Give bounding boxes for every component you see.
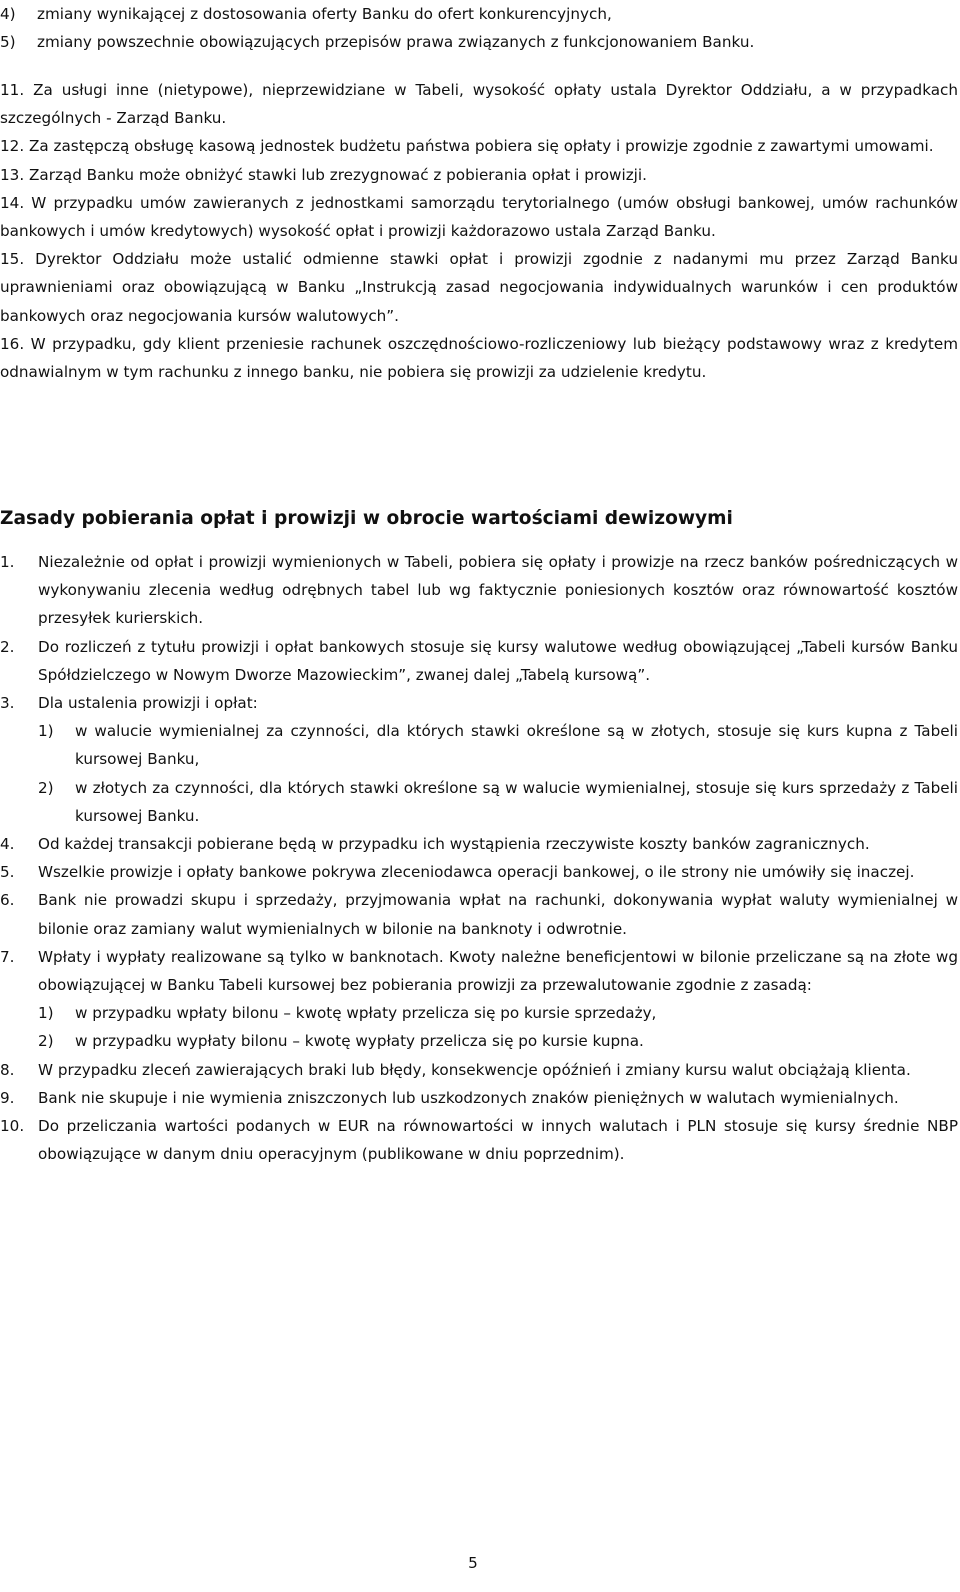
list-item-text: zmiany powszechnie obowiązujących przepisów prawa związanych z funkcjonowaniem Banku.: [37, 33, 755, 52]
list-item-text: Bank nie prowadzi skupu i sprzedaży, przyjmowania wpłat na rachunki, dokonywania wypłat waluty wymienialnej w bilonie oraz zamiany walut wymienialnych w bilonie na banknoty i odwrotnie.: [38, 891, 958, 938]
list-item: [0, 0, 958, 28]
sub-list-item: [38, 999, 958, 1027]
list-item-number: 11.: [0, 81, 25, 99]
list-item-text: W przypadku zleceń zawierających braki lub błędy, konsekwencje opóźnień i zmiany kursu walut obciążają klienta.: [38, 1060, 911, 1079]
sub-list-item-text: w przypadku wypłaty bilonu – kwotę wypłaty przelicza się po kursie kupna.: [75, 1032, 644, 1051]
list-item: [0, 132, 958, 160]
list-item-number: 7.: [0, 947, 15, 966]
sub-list-item-number: 1): [38, 722, 54, 741]
list-item-number: 5): [0, 33, 16, 52]
list-item-text: Do przeliczania wartości podanych w EUR na równowartości w innych walutach i PLN stosuje się kursy średnie NBP obowiązujące w danym dniu operacyjnym (publikowane w dniu poprzednim).: [38, 1117, 958, 1164]
list-item: [0, 1112, 958, 1168]
sub-list-item: [38, 1027, 958, 1055]
list-item: [0, 1084, 958, 1112]
list-item-text: Wpłaty i wypłaty realizowane są tylko w banknotach. Kwoty należne beneficjentowi w bilonie przeliczane są na złote wg obowiązującej w Banku Tabeli kursowej bez pobierania prowizji za przewalutowanie zgodnie z zasadą:: [38, 947, 958, 995]
list-item: [0, 943, 958, 999]
list-item-number: 5.: [0, 863, 15, 882]
list-item-number: 2.: [0, 637, 15, 656]
list-item-text: Za zastępczą obsługę kasową jednostek budżetu państwa pobiera się opłaty i prowizje zgodnie z zawartymi umowami.: [28, 137, 934, 156]
list-item: [0, 1056, 958, 1084]
list-item: [0, 633, 958, 689]
sub-list-item: [38, 717, 958, 773]
list-item: [0, 161, 958, 189]
list-item-number: 8.: [0, 1060, 15, 1079]
list-item-number: 4): [0, 5, 16, 23]
list-item-text: Zarząd Banku może obniżyć stawki lub zrezygnować z pobierania opłat i prowizji.: [28, 165, 647, 184]
list-item-text: Do rozliczeń z tytułu prowizji i opłat bankowych stosuje się kursy walutowe według obowiązującej „Tabeli kursów Banku Spółdzielczego w Nowym Dworze Mazowieckim”, zwanej dalej „Tabelą kursową”.: [38, 637, 958, 684]
list-item-text: Dla ustalenia prowizji i opłat:: [38, 694, 258, 713]
list-item: [0, 330, 958, 386]
list-item: [0, 245, 958, 330]
list-item-number: 16.: [0, 334, 25, 353]
list-item: [0, 886, 958, 942]
sub-list-item-number: 1): [38, 1004, 54, 1023]
list-item-number: 14.: [0, 193, 25, 212]
list-item-number: 15.: [0, 250, 25, 269]
list-item-text: W przypadku, gdy klient przeniesie rachunek oszczędnościowo-rozliczeniowy lub bieżący podstawowy wraz z kredytem odnawialnym w tym rachunku z innego banku, nie pobiera się prowizji za udzielenie kredytu.: [0, 334, 958, 382]
page-number: 5: [468, 1554, 478, 1572]
list-item-number: 10.: [0, 1117, 25, 1136]
list-item-text: zmiany wynikającej z dostosowania oferty Banku do ofert konkurencyjnych,: [37, 5, 612, 23]
sub-list-item-text: w przypadku wpłaty bilonu – kwotę wpłaty przelicza się po kursie sprzedaży,: [75, 1004, 657, 1023]
list-item-text: Niezależnie od opłat i prowizji wymienionych w Tabeli, pobiera się opłaty i prowizje na rzecz banków pośredniczących w wykonywaniu zlecenia według odrębnych tabel lub wg faktycznie poniesionych kosztów oraz równowartość kosztów przesyłek kurierskich.: [38, 553, 958, 628]
sub-list-item-number: 2): [38, 778, 54, 797]
list-item: [0, 76, 958, 132]
list-item-number: 9.: [0, 1088, 15, 1107]
list-item: [0, 189, 958, 245]
section-items: [0, 548, 958, 1168]
list-item-text: Wszelkie prowizje i opłaty bankowe pokrywa zleceniodawca operacji bankowej, o ile strony nie umówiły się inaczej.: [38, 863, 915, 882]
list-item: [0, 830, 958, 858]
list-item: [0, 28, 958, 56]
list-item-text: Bank nie skupuje i nie wymienia zniszczonych lub uszkodzonych znaków pieniężnych w walutach wymienialnych.: [38, 1088, 899, 1107]
list-item-number: 12.: [0, 137, 25, 156]
list-item-number: 3.: [0, 694, 15, 713]
sub-list-item: [38, 774, 958, 830]
list-item-text: Od każdej transakcji pobierane będą w przypadku ich wystąpienia rzeczywiste koszty banków zagranicznych.: [38, 835, 870, 854]
list-item-text: Dyrektor Oddziału może ustalić odmienne stawki opłat i prowizji zgodnie z nadanymi mu przez Zarząd Banku uprawnieniami oraz obowiązującą w Banku „Instrukcją zasad negocjowania indywidualnych warunków i cen produktów bankowych oraz negocjowania kursów walutowych”.: [0, 250, 958, 325]
list-item-text: Za usługi inne (nietypowe), nieprzewidziane w Tabeli, wysokość opłaty ustala Dyrektor Oddziału, a w przypadkach szczególnych - Zarząd Banku.: [0, 81, 958, 128]
list-item: [0, 858, 958, 886]
list-item: [0, 548, 958, 633]
list-item-number: 13.: [0, 165, 25, 184]
list-item: [0, 689, 958, 717]
list-item-number: 4.: [0, 835, 15, 854]
sub-list-item-number: 2): [38, 1032, 54, 1051]
top-list: [0, 0, 958, 56]
list-item-text: W przypadku umów zawieranych z jednostkami samorządu terytorialnego (umów obsługi bankowej, umów rachunków bankowych i umów kredytowych) wysokość opłat i prowizji każdorazowo ustala Zarząd Banku.: [0, 193, 958, 241]
section-heading: Zasady pobierania opłat i prowizji w obrocie wartościami dewizowymi: [0, 508, 733, 529]
sub-list-item-text: w walucie wymienialnej za czynności, dla których stawki określone są w złotych, stosuje się kurs kupna z Tabeli kursowej Banku,: [75, 722, 958, 769]
list-item-number: 1.: [0, 553, 15, 571]
list-item-number: 6.: [0, 891, 15, 910]
numbered-items: [0, 76, 958, 386]
sub-list-item-text: w złotych za czynności, dla których stawki określone są w walucie wymienialnej, stosuje się kurs sprzedaży z Tabeli kursowej Banku.: [75, 778, 958, 825]
